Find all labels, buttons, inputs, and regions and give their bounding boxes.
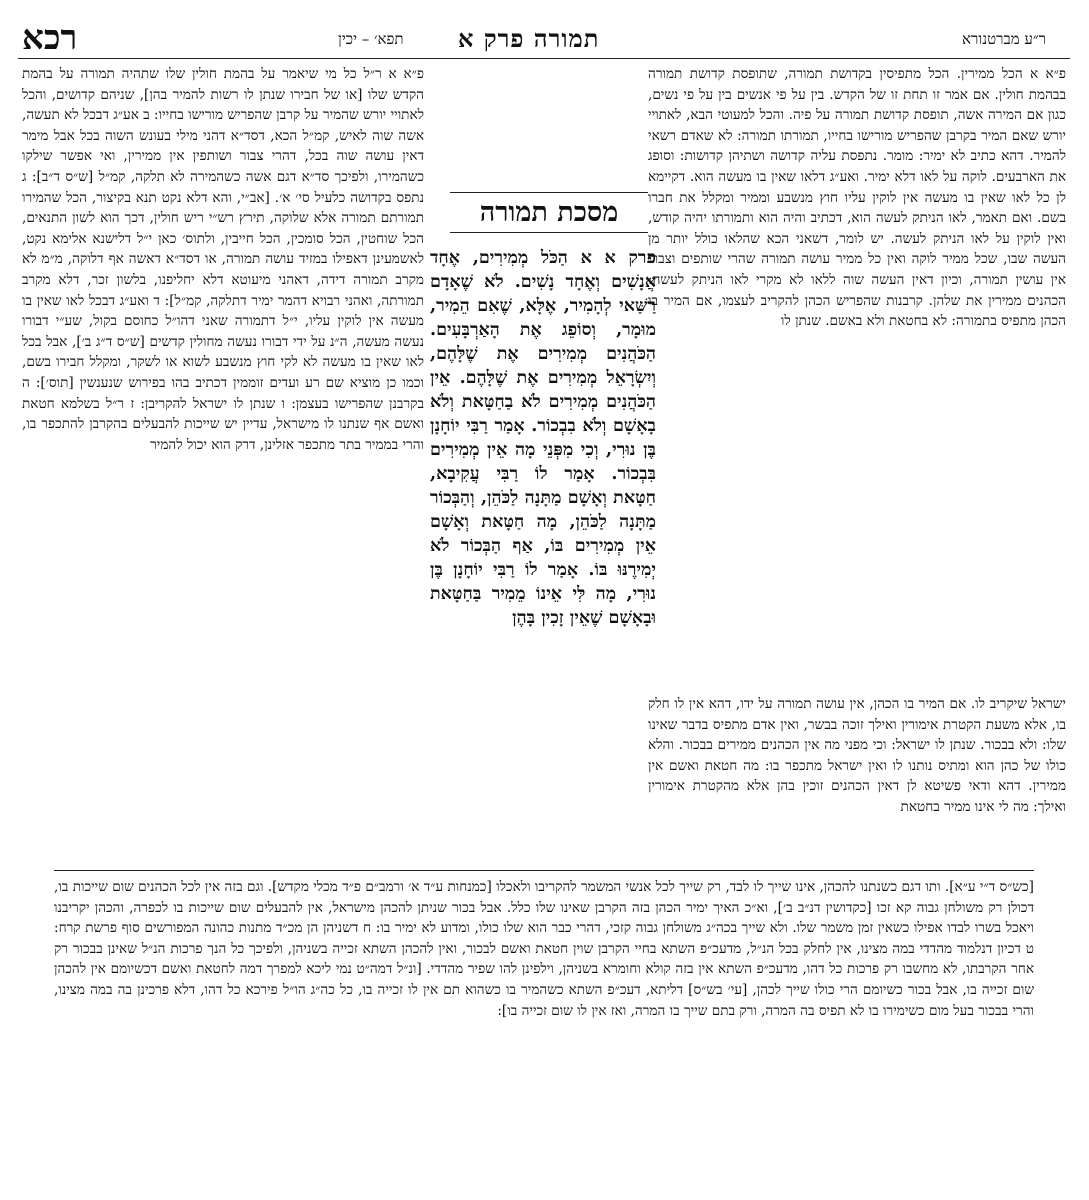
tractate-title: מסכת תמורה	[450, 192, 648, 233]
running-head-commentator: ר״ע מברטנורא	[962, 30, 1046, 48]
running-head-commentary: תפא׳ – יכין	[338, 30, 404, 48]
talmud-page	[18, 18, 1070, 1178]
tiferet-yisrael-commentary: פ״א א ר״ל כל מי שיאמר על בהמת חולין שלו שתהיה תמורה על בהמת הקדש שלו [או של חבירו שנתן לו רשות להמיר בהן], שניהם קדושים, והכל לאתויי יורש שהמיר על קרבן שהפריש מורישו בחייו: ב אע״ג דבכל לא תעשה, אשה שוה לאיש, קמ״ל הכא, דסד״א דהני מילי בעונש השוה בכל אבל מימר דאין עושה שוה בכל, דהרי צבור ושותפין אין ממירין, ואי אפשר שילקו כשהמירו, ולפיכך סד״א דגם אשה כשהמירה לא תלקה, קמ״ל [ש״ס ד״ב]: ג נתפס בקדושה כלעיל סי׳ א׳. [אב״י, והא דלא נקט תנא בקיצור, הכל שהמירו תמורתם תמורה אלא שלוקה, תירץ רש״י ריש חולין, דכך הוא לשון התנאים, הכל שוחטין, הכל סומכין, הכל חייבין, ולתוס׳ כאן י״ל דלישנא אלימא נקט, לאשמעינן דאפילו במזיד עושה תמורה, או דסד״א דאשה אף דלוקה, מ״מ לא מקרב תמורה דידה, דאהני מיעוטא דלא יחליפנו, בלשון זכר, דלא מקרב תמורתה, ואהני רבויא דהמר ימיר דתלקה, קמ״ל]: ד ואע״ג דבכל לאו שאין בו מעשה אין לוקין עליו, י״ל דתמורה שאני דהו״ל כחוסם בקול, שע״י דבורו נעשה מעשה, ה״נ על ידי דבורו נעשה מחולין קדשים [ש״ס ד״ג ב׳], אבל בכל לאו שאין בו מעשה לא לקי חוץ מנשבע לשוא או לשקר, ומקלל חבירו בשם, וכמו כן מוציא שם רע ועדים זוממין דכתיב בהו בפירוש שנענשין [תוס׳]: ה בקרבנן שהפרישו בעצמן: ו שנתן לו ישראל להקריבן: ז ר״ל בשלמא חטאת ואשם אף שנתנו לו מישראל, עדיין יש שייכות להבעלים בהקרבן להתכפר בו, והרי בממיר בתר מתכפר אזלינן, דרק הוא יכול להמיר	[22, 66, 424, 453]
mishnah-text: פרק א א הַכֹּל מְמִירִים, אֶחָד אֲנָשִׁים וְאֶחָד נָשִׁים. לֹא שֶׁאָדָם רַשַּׁאי לְהָמִיר, אֶלָּא, שֶׁאִם הֵמִיר, מוּמָר, וְסוֹפֵג אֶת הָאַרְבָּעִים. הַכֹּהֲנִים מְמִירִים אֶת שֶׁלָּהֶם, וְיִשְׂרָאֵל מְמִירִים אֶת שֶׁלָּהֶם. אֵין הַכֹּהֲנִים מְמִירִים לֹא בַחַטָּאת וְלֹא בָאָשָׁם וְלֹא בִבְכוֹר. אָמַר רַבִּי יוֹחָנָן בֶּן נוּרִי, וְכִי מִפְּנֵי מָה אֵין מְמִירִים בִּבְכוֹר. אָמַר לוֹ רַבִּי עֲקִיבָא, חַטָּאת וְאָשָׁם מַתָּנָה לַכֹּהֵן, וְהַבְּכוֹר מַתָּנָה לַכֹּהֵן, מָה חַטָּאת וְאָשָׁם אֵין מְמִירִים בּוֹ, אַף הַבְּכוֹר לֹא יְמִירֶנּוּ בּוֹ. אָמַר לוֹ רַבִּי יוֹחָנָן בֶּן נוּרִי, מָה לִּי אֵינוֹ מֵמִיר בַּחַטָּאת וּבָאָשָׁם שֶׁאֵין זָכִין בָּהֶן	[430, 248, 656, 628]
bottom-commentary	[54, 870, 1034, 1021]
bartenura-commentary-column	[648, 64, 1066, 860]
tiferet-yisrael-commentary-column	[22, 64, 424, 860]
page-number: רכא	[22, 18, 78, 58]
bottom-commentary-text: [כש״ס ד״י ע״א]. ותו דגם כשנתנו להכהן, אינו שייך לו לבד, רק שייך לכל אנשי המשמר להקריבו ולאכלו [כמנחות ע״ד א׳ ורמב״ם פ״ד מכלי מקדש]. וגם בזה אין לכל הכהנים שום שייכות בו, דכולן רק משולחן גבוה קא זכו [כקדושין דנ״ב ב׳], וא״כ האיך ימיר הכהן בזה הקרבן שאינו שלו כלל. אבל בכור שניתן להכהן מישראל, אין להבעלים שום שייכות בו לכפרה, והכהן יקריבנו ויאכל בשרו לבדו אפילו כשאין זמן משמר שלו. ולא שייך בכה״ג משולחן גבוה קזכי, דהרי כבר הוא שלו כולו, ומדוע לא ימיר בו: ח דשניהן הן מכ״ד מתנות כהונה המפורשים סוף פרשת קרח: ט דכיון דנלמוד מהדדי במה מצינו, אין לחלק בכל הנ״ל, מדעכ״פ השתא בחיי הקרבן שוין חטאת ואשם לבכור, ואין להכהן השתא זכייה בשניהן, ולפיכך כל הנך פרכות הנ״ל שאינן בבכור רק אחר הקרבתו, לא מחשבו רק פרכות כל דהו, מדעכ״פ השתא אין בזה קולא וחומרא בשניהן, וילפינן להו שפיר מהדדי. [ונ״ל דמה״ט נמי ליכא למפרך דמה לחטאת ואשם דכשיומם אין להכהן שום זכייה בו, אבל בכור כשיומם הרי כולו שייך לכהן, [עי׳ בש״ס] דליתא, דעכ״פ השתא כשהמיר בו כשהוא תם אין לו זכייה בו, כל כה״ג הו״ל פירכא כל דהו, דלא פרכינן בה במה מצינו, והרי בבכור בעל מום כשימירו בו לא תפיס בה המרה, ורק בתם שייך בו המרה, ואז אין לו שום זכייה בו]:	[54, 879, 1034, 1019]
page-header	[18, 18, 1070, 59]
bartenura-commentary-upper: פ״א א הכל ממירין. הכל מתפיסין בקדושת תמורה, שתופסת קדושת תמורה בבהמת חולין. אם אמר זו תחת זו של הקדש. בין על פי אנשים בין על פי נשים, כגון אם המירה אשה, תופסת קדושת תמורה על פיה. והכל למעוטי הבא, לאתויי יורש שאם המיר בקרבן שהפריש מורישו בחייו, תמורתו תמורה: לא שאדם רשאי להמיר. דהא כתיב לא ימיר: מומר. נתפסת עליה קדושה ושתיהן קדושות: וסופג את הארבעים. לוקה על לאו דלא ימיר. ואע״ג דלאו שאין בו מעשה הוא. דקיימא לן כל לאו שאין בו מעשה אין לוקין עליו חוץ מנשבע וממיר ומקלל את חברו בשם. ואם תאמר, לאו הניתק לעשה הוא, דכתיב והיה הוא ותמורתו יהיה קודש, ואין לוקין על לאו הניתק לעשה. יש לומר, דשאני הכא שהלאו כולל יותר מן העשה שבו, שכל ממיר לוקה ואין כל ממיר עושה תמורה שהרי שותפים וצבור אין עושין תמורה, וכיון דאין העשה שוה ללאו לא מקרי לאו הניתק לעשה: הכהנים ממירין את שלהן. קרבנות שהפריש הכהן להקריב לעצמו, אם המיר בו הכהן מתפיס בתמורה: לא בחטאת ולא באשם. שנתן לו	[648, 66, 1066, 330]
running-head-chapter: תמורה פרק א	[458, 24, 600, 53]
bartenura-commentary-lower: ישראל שיקריב לו. אם המיר בו הכהן, אין עושה תמורה על ידו, דהא אין לו חלק בו, אלא משעת הקטרת אימורין ואילך זוכה בבשר, ואין אדם מתפיס בדבר שאינו שלו: ולא בבכור. שנתן לו ישראל: וכי מפני מה אין הכהנים ממירים בבכור. והלא כולו של כהן הוא ומתיס נותנו לו ואין ישראל מתכפר בו: מה חטאת ואשם אין ממירין. דהא ודאי פשיטא לן דאין הכהנים זוכין בהן אלא מהקטרת אימורין ואילך: מה לי אינו ממיר בחטאת	[648, 696, 1066, 815]
